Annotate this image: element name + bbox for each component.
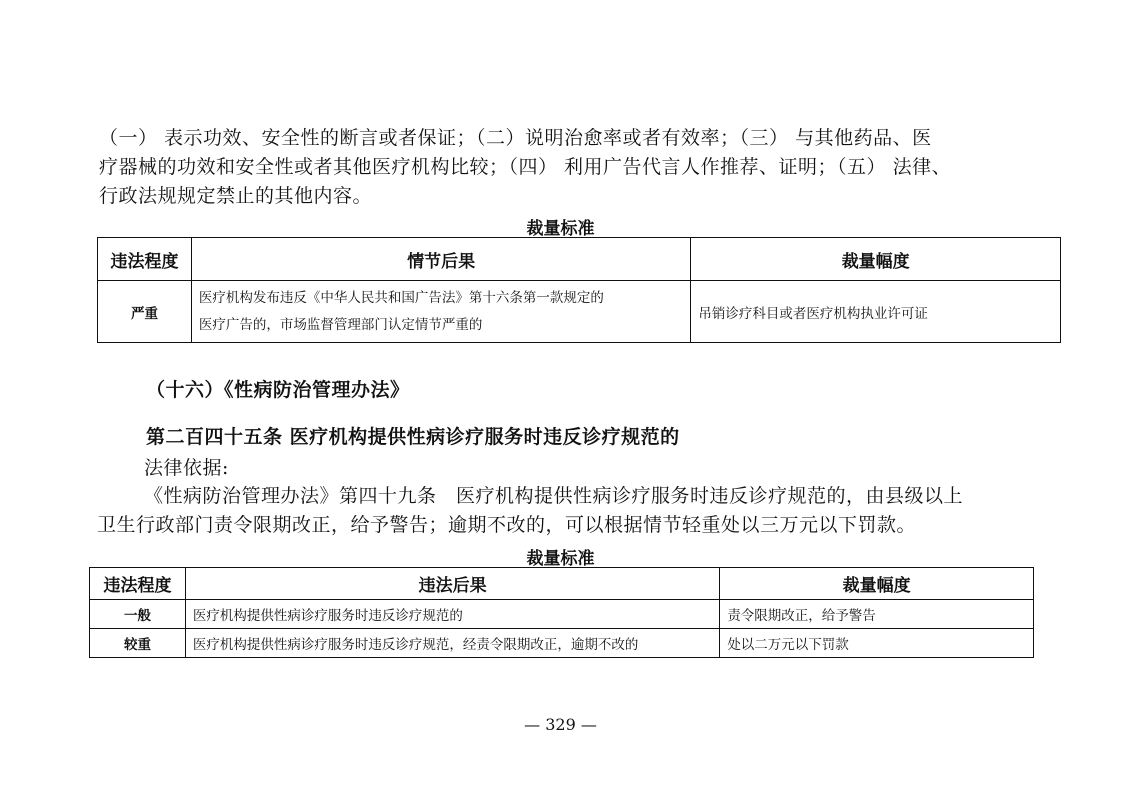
table2-header-consequence: 违法后果 (185, 568, 719, 600)
degree-cell: 严重 (98, 281, 192, 343)
consequence-line: 医疗广告的，市场监督管理部门认定情节严重的 (198, 316, 483, 333)
table1-caption: 裁量标准 (526, 219, 595, 239)
basis-label: 法律依据: (144, 457, 229, 479)
table-row (90, 600, 1034, 629)
range-cell: 责令限期改正，给予警告 (720, 600, 1034, 629)
consequence-line: 医疗机构发布违反《中华人民共和国广告法》第十六条第一款规定的 (198, 289, 604, 306)
basis-line: 《性病防治管理办法》第四十九条 医疗机构提供性病诊疗服务时违反诊疗规范的，由县级以上 (144, 485, 964, 507)
intro-paragraph (99, 124, 1039, 211)
range-cell: 吊销诊疗科目或者医疗机构执业许可证 (691, 281, 1061, 343)
table2-header-degree: 违法程度 (90, 568, 186, 600)
intro-line: 疗器械的功效和安全性或者其他医疗机构比较；（四） 利用广告代言人作推荐、证明；（五） 法律、 (99, 156, 952, 178)
table2-caption: 裁量标准 (526, 549, 595, 569)
basis-line: 卫生行政部门责令限期改正，给予警告；逾期不改的，可以根据情节轻重处以三万元以下罚款。 (97, 514, 917, 536)
table2-header-row (90, 568, 1034, 600)
page-number: — 329 — (524, 715, 597, 734)
table-row (90, 629, 1034, 658)
table1 (97, 237, 1061, 343)
degree-cell: 一般 (90, 600, 186, 629)
table2 (89, 567, 1034, 658)
article-title: 第二百四十五条 医疗机构提供性病诊疗服务时违反诊疗规范的 (146, 426, 680, 448)
consequence-cell: 医疗机构提供性病诊疗服务时违反诊疗规范的 (185, 600, 719, 629)
table1-header-consequence: 情节后果 (191, 238, 690, 281)
intro-line: 行政法规规定禁止的其他内容。 (99, 185, 373, 207)
intro-line: （一） 表示功效、安全性的断言或者保证；（二）说明治愈率或者有效率；（三） 与其他药品、医 (99, 127, 932, 149)
table-row (98, 281, 1061, 343)
table2-header-range: 裁量幅度 (720, 568, 1034, 600)
table1-header-row (98, 238, 1061, 281)
range-cell: 处以二万元以下罚款 (720, 629, 1034, 658)
degree-cell: 较重 (90, 629, 186, 658)
basis-paragraph (97, 482, 1047, 540)
table1-header-degree: 违法程度 (98, 238, 192, 281)
section-title: （十六）《性病防治管理办法》 (146, 379, 410, 401)
table1-header-range: 裁量幅度 (691, 238, 1061, 281)
consequence-cell: 医疗机构提供性病诊疗服务时违反诊疗规范，经责令限期改正，逾期不改的 (185, 629, 719, 658)
consequence-cell (191, 281, 690, 343)
